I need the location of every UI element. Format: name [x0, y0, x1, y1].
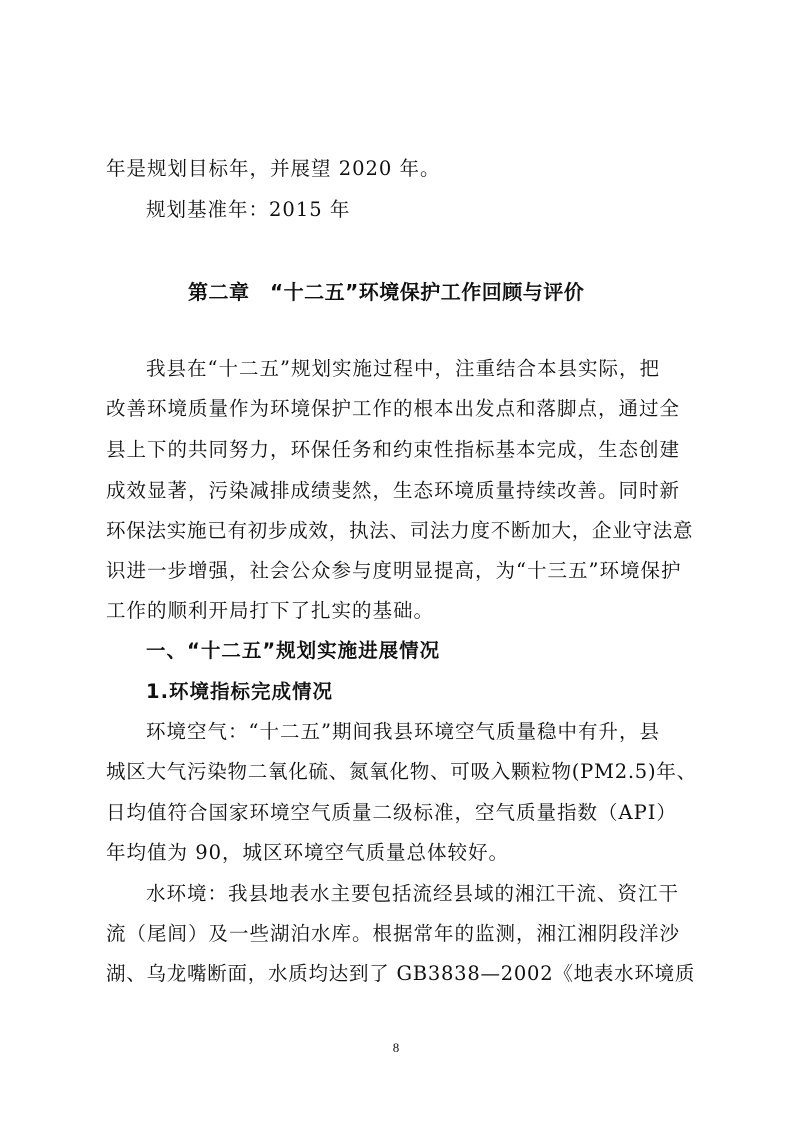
intro-line-2: 规划基准年：2015 年: [146, 198, 351, 221]
paragraph-line: 流（尾闾）及一些湖泊水库。根据常年的监测，湘江湘阴段洋沙: [106, 922, 681, 945]
paragraph-line: 环保法实施已有初步成效，执法、司法力度不断加大，企业守法意: [106, 519, 694, 542]
paragraph-line: 我县在“十二五”规划实施过程中，注重结合本县实际，把: [146, 357, 660, 380]
section-title: 一、“十二五”规划实施进展情况: [146, 639, 441, 662]
paragraph-line: 工作的顺利开局打下了扎实的基础。: [106, 599, 435, 622]
paragraph-line: 年均值为 90，城区环境空气质量总体较好。: [106, 841, 510, 864]
page-number: 8: [392, 1040, 400, 1055]
paragraph-line: 县上下的共同努力，环保任务和约束性指标基本完成，生态创建: [106, 438, 681, 461]
paragraph-line: 水环境：我县地表水主要包括流经县域的湘江干流、资江干: [146, 882, 680, 905]
paragraph-line: 改善环境质量作为环境保护工作的根本出发点和落脚点，通过全: [106, 397, 681, 420]
paragraph-line: 成效显著，污染减排成绩斐然，生态环境质量持续改善。同时新: [106, 479, 681, 502]
paragraph-line: 识进一步增强，社会公众参与度明显提高，为“十三五”环境保护: [106, 559, 682, 582]
paragraph-line: 城区大气污染物二氧化硫、氮氧化物、可吸入颗粒物(PM2.5)年、: [106, 760, 697, 783]
paragraph-line: 环境空气：“十二五”期间我县环境空气质量稳中有升，县: [146, 720, 660, 743]
subsection-title: 1.环境指标完成情况: [146, 680, 333, 703]
paragraph-line: 湖、乌龙嘴断面，水质均达到了 GB3838—2002《地表水环境质: [106, 962, 696, 985]
intro-line-1: 年是规划目标年，并展望 2020 年。: [106, 157, 441, 180]
chapter-title: 第二章 “十二五”环境保护工作回顾与评价: [188, 280, 585, 304]
paragraph-line: 日均值符合国家环境空气质量二级标准，空气质量指数（API）: [106, 801, 677, 824]
